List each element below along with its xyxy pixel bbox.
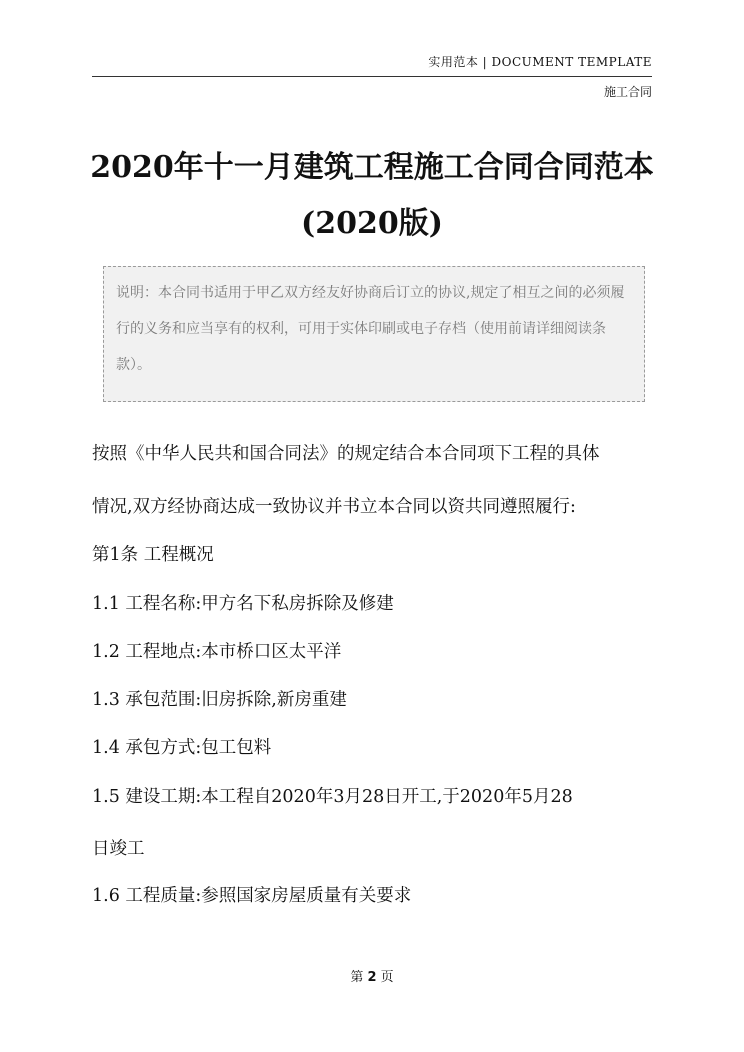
clause-1-3: 1.3 承包范围:旧房拆除,新房重建 xyxy=(92,690,347,710)
note-text: 说明：本合同书适用于甲乙双方经友好协商后订立的协议,规定了相互之间的必须履行的义务和应当享有的权利，可用于实体印刷或电子存档（使用前请详细阅读条款）。 xyxy=(116,285,625,373)
clause-1-5: 1.5 建设工期:本工程自2020年3月28日开工,于2020年5月28 xyxy=(92,787,573,807)
note-box xyxy=(103,266,645,402)
intro-line-2: 情况,双方经协商达成一致协议并书立本合同以资共同遵照履行: xyxy=(92,497,576,517)
page-number: 2 xyxy=(367,970,377,985)
document-title-version: (2020版) xyxy=(301,206,443,241)
page-suffix: 页 xyxy=(380,970,394,985)
clause-1-2: 1.2 工程地点:本市桥口区太平洋 xyxy=(92,642,342,662)
header-divider xyxy=(92,76,652,77)
clause-1-6: 1.6 工程质量:参照国家房屋质量有关要求 xyxy=(92,886,412,906)
article-1-heading: 第1条 工程概况 xyxy=(92,545,214,565)
intro-line-1: 按照《中华人民共和国合同法》的规定结合本合同项下工程的具体 xyxy=(92,444,600,464)
clause-1-5-continued: 日竣工 xyxy=(92,839,145,859)
document-template-label: 实用范本 | DOCUMENT TEMPLATE xyxy=(428,55,652,69)
page-prefix: 第 xyxy=(350,970,364,985)
category-label: 施工合同 xyxy=(603,85,652,99)
clause-1-4: 1.4 承包方式:包工包料 xyxy=(92,738,272,758)
page-footer xyxy=(0,966,744,985)
clause-1-1: 1.1 工程名称:甲方名下私房拆除及修建 xyxy=(92,594,394,614)
document-title: 2020年十一月建筑工程施工合同合同范本 xyxy=(90,150,654,185)
